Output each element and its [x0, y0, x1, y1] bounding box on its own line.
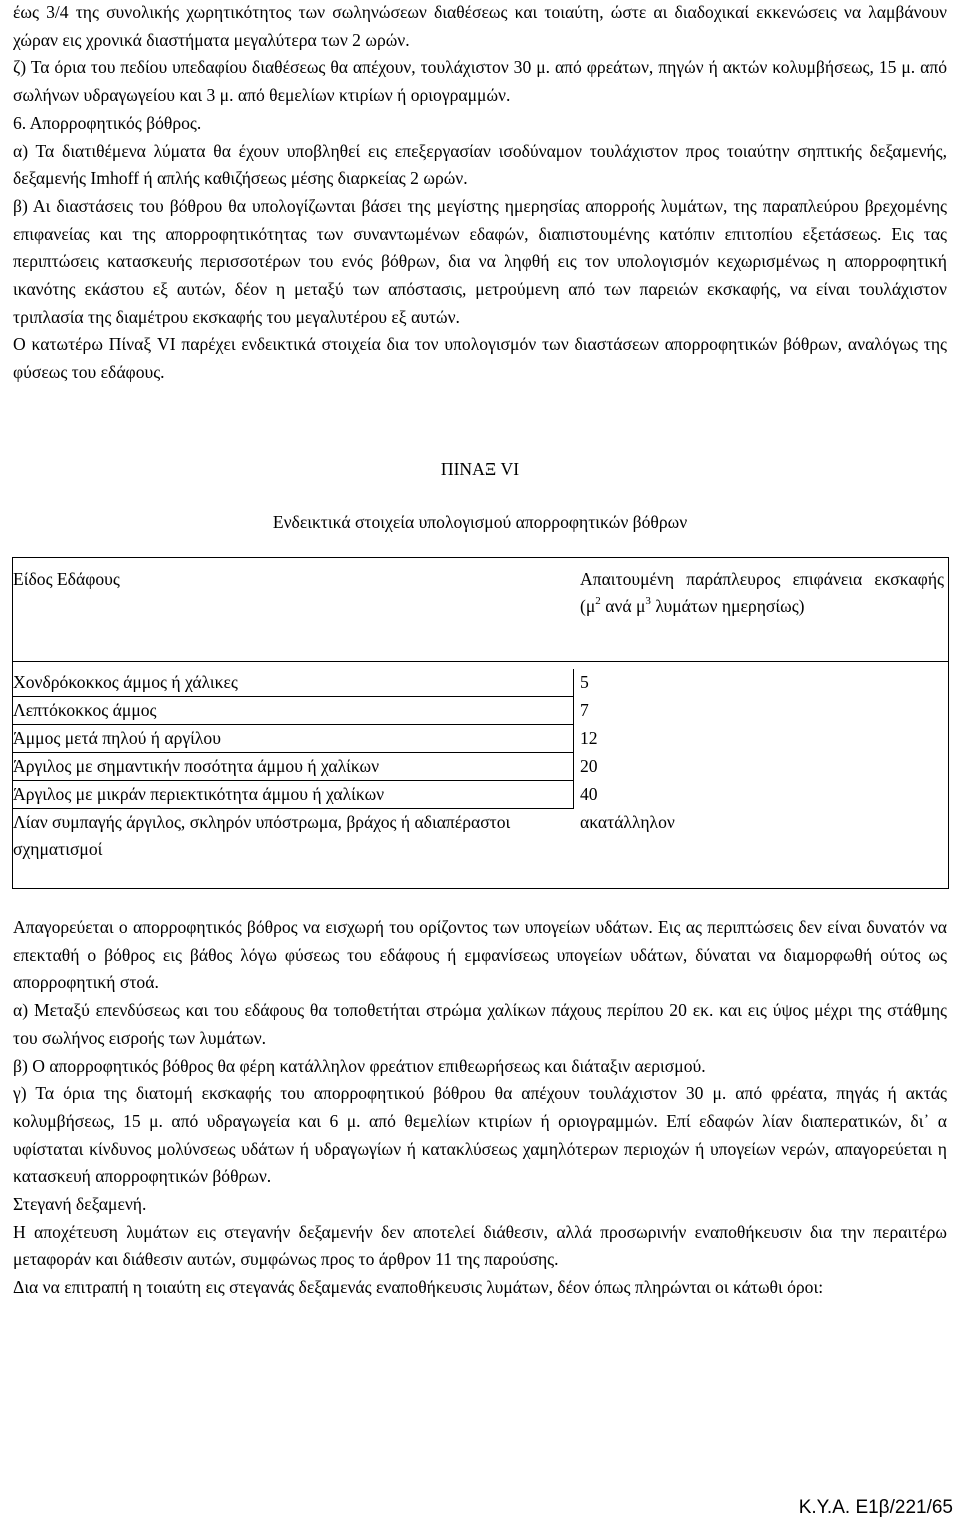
lower-paragraph-2: α) Μεταξύ επενδύσεως και του εδάφους θα τοποθετήται στρώμα χαλίκων πάχους περίπου 20 εκ. και εις ύψος μέχρι της στάθμης του σωλήνος εισροής των λυμάτων. [13, 1000, 947, 1048]
soil-type-cell: Άργιλος με σημαντικήν ποσότητα άμμου ή χαλίκων [13, 756, 380, 776]
intro-paragraph-5: Ο κατωτέρω Πίναξ VI παρέχει ενδεικτικά στοιχεία δια τον υπολογισμόν των διαστάσεων απορροφητικών βόθρων, αναλόγως της φύσεως του εδάφους. [13, 334, 947, 383]
section-heading-absorption-pit: 6. Απορροφητικός βόθρος. [13, 112, 202, 133]
lower-paragraph-4: γ) Τα όρια της διατομή εκσκαφής του απορροφητικού βόθρου θα απέχουν τουλάχιστον 30 μ. από φρέατα, πηγάς ή ακτάς κολυμβήσεως, 15 μ. από υδραγωγεία και 6 μ. από θεμελίων κτιρίων ή οριογραμμών. Επί εδαφών λίαν διαπερατικών, δι᾿ α υφίσταται κίνδυνος μολύνσεως υδάτων ή υδραγωγίων ή κατακλύσεως χαμηλότερων περιοχών ή υπογείων νερών, απαγορεύεται η κατασκευή απορροφητικών βόθρων. [13, 1083, 947, 1187]
table-column-divider [573, 669, 574, 809]
table-row [13, 809, 948, 865]
table-row [13, 725, 948, 753]
required-area-cell: 12 [580, 728, 598, 748]
header-area-text-b: ανά μ [600, 596, 646, 617]
soil-type-cell: Άργιλος με μικράν περιεκτικότητα άμμου ή χαλίκων [13, 784, 385, 804]
header-area-sup-1: 2 [595, 595, 601, 608]
table-header-divider [13, 661, 948, 662]
table-row [13, 697, 948, 725]
header-area-sup-2: 3 [645, 595, 651, 608]
intro-paragraph-4: β) Αι διαστάσεις του βόθρου θα υπολογίζωνται βάσει της μεγίστης ημερησίας απορροής λυμάτων, της παραπλεύρου βρεχομένης επιφανείας και της απορροφητικότητας των συναντωμένων εδαφών, διαπιστουμένης κατόπιν επιτοπίου εξετάσεως. Εις τας περιπτώσεις κατασκευής περισσοτέρων του ενός βόθρων, δια να ληφθή εις τον υπολογισμόν κεχωρισμένως η απορροφητική ικανότης εκάστου εξ αυτών, δέον η μεταξύ των απόστασις, μετρούμενη από των παρειών εκσκαφής, να είναι τουλάχιστον τριπλασία της διαμέτρου εκσκαφής του μεγαλυτέρου εξ αυτών. [13, 195, 947, 327]
lower-section [13, 914, 947, 1302]
intro-paragraph-2: ζ) Τα όρια του πεδίου υπεδαφίου διαθέσεως θα απέχουν, τουλάχιστον 30 μ. από φρεάτων, πηγών ή ακτών κολυμβήσεως, 15 μ. από σωλήνων υδραγωγείου και 3 μ. από θεμελίων κτιρίων ή οριογραμμών. [13, 57, 947, 106]
intro-paragraph-1: έως 3/4 της συνολικής χωρητικότητος των σωληνώσεων διαθέσεως και τοιαύτη, ώστε αι διαδοχικαί εκκενώσεις να λαμβάνουν χώραν εις χρονικά διαστήματα μεγαλύτερα των 2 ωρών. [13, 2, 947, 50]
required-area-cell: 20 [580, 756, 598, 776]
section-heading-sealed-tank: Στεγανή δεξαμενή. [13, 1194, 147, 1215]
table-subtitle: Ενδεικτικά στοιχεία υπολογισμού απορροφητικών βόθρων [272, 512, 688, 532]
soil-type-cell: Λεπτόκοκκος άμμος [13, 700, 157, 720]
table-row [13, 753, 948, 781]
soil-type-cell: Λίαν συμπαγής άργιλος, σκληρόν υπόστρωμα, βράχος ή αδιαπέραστοι σχηματισμοί [13, 812, 511, 860]
intro-paragraph-3: α) Τα διατιθέμενα λύματα θα έχουν υποβληθεί εις επεξεργασίαν ισοδύναμον τουλάχιστον προς τοιαύτην σηπτικής δεξαμενής, δεξαμενής Imhoff ή απλής καθιζήσεως μέσης διαρκείας 2 ωρών. [13, 140, 947, 189]
table-header-soil-type: Είδος Εδάφους [13, 569, 120, 589]
lower-paragraph-6: Δια να επιτραπή η τοιαύτη εις στεγανάς δεξαμενάς εναποθήκευσις λυμάτων, δέον όπως πληρώνται οι κάτωθι όροι: [13, 1277, 824, 1298]
lower-paragraph-3: β) Ο απορροφητικός βόθρος θα φέρη κατάλληλον φρεάτιον επιθεωρήσεως και διάταξιν αερισμού. [13, 1055, 706, 1076]
header-area-text-c: λυμάτων ημερησίως) [650, 596, 805, 617]
intro-section [13, 0, 947, 387]
document-code-footer: Κ.Υ.Α. Ε1β/221/65 [798, 1497, 953, 1518]
lower-paragraph-1: Απαγορεύεται ο απορροφητικός βόθρος να εισχωρή του ορίζοντος των υπογείων υδάτων. Εις ας περιπτώσεις δεν είναι δυνατόν να επεκταθή ο βόθρος εις βάθος λόγω φύσεως του εδάφους ή εμφανίσεως υπογείων υδάτων, δύναται να διαμορφωθή ούτος ως απορροφητική στοά. [13, 917, 947, 993]
header-area-text-a: Απαιτουμένη παράπλευρος επιφάνεια εκσκαφής (μ [580, 569, 944, 617]
table-row [13, 781, 948, 809]
required-area-cell: 5 [580, 672, 589, 692]
soil-type-cell: Άμμος μετά πηλού ή αργίλου [13, 728, 221, 748]
required-area-cell: ακατάλληλον [580, 812, 675, 832]
required-area-cell: 40 [580, 784, 598, 804]
soil-table [12, 557, 949, 889]
table-header-required-area [580, 566, 944, 621]
required-area-cell: 7 [580, 700, 589, 720]
lower-paragraph-5: Η αποχέτευση λυμάτων εις στεγανήν δεξαμενήν δεν αποτελεί διάθεσιν, αλλά προσωρινήν εναποθήκευσιν δια την περαιτέρω μεταφοράν και διάθεσιν αυτών, συμφώνως προς το άρθρον 11 της παρούσης. [13, 1221, 947, 1270]
table-title: ΠΙΝΑΞ VI [440, 459, 520, 479]
soil-type-cell: Χονδρόκοκκος άμμος ή χάλικες [13, 672, 238, 692]
table-row [13, 669, 948, 697]
